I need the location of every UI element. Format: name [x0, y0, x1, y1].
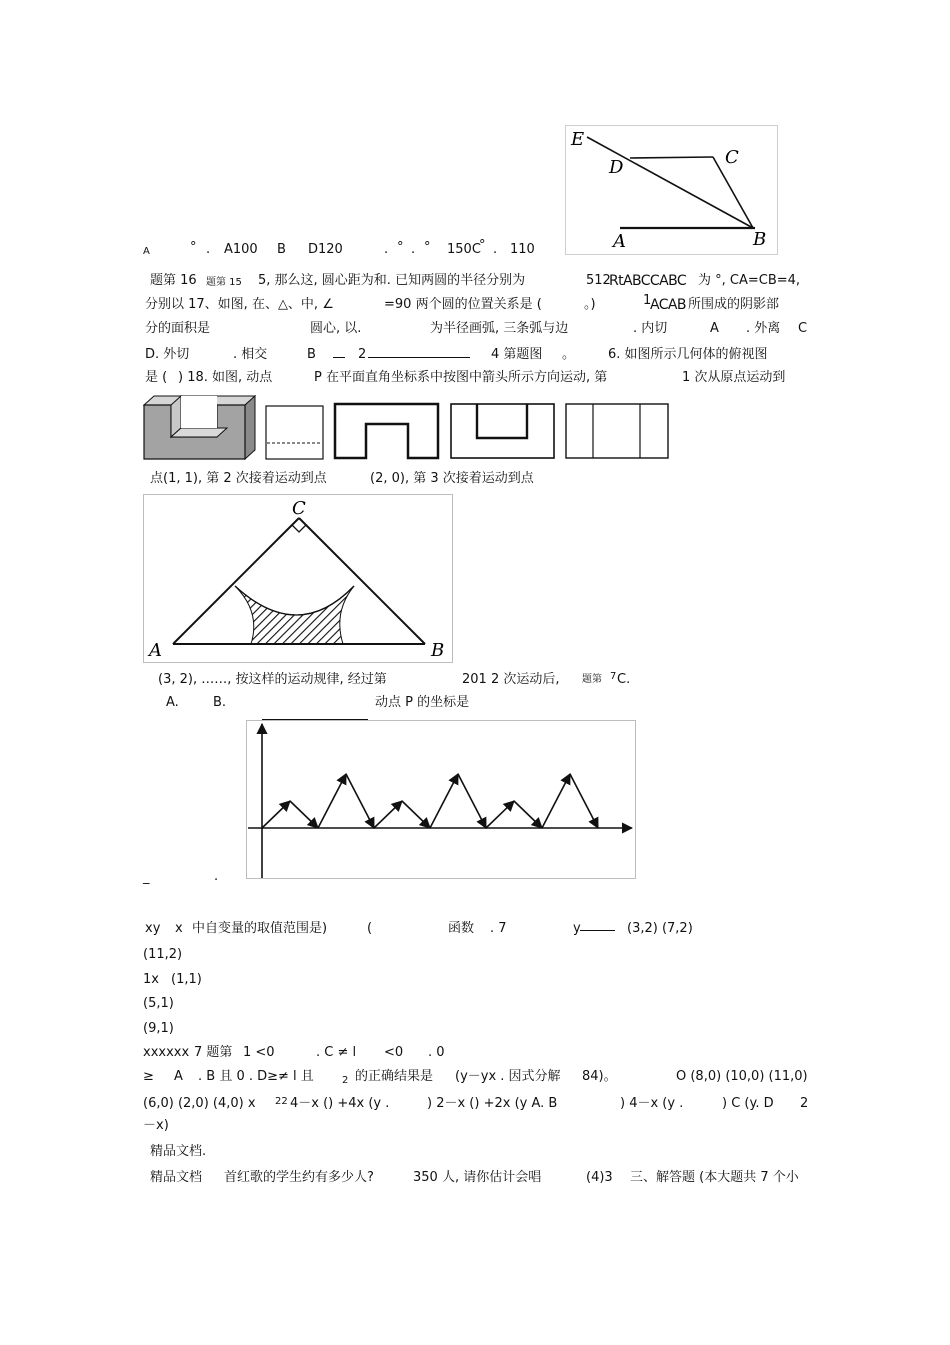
text-fragment: . [214, 869, 219, 884]
figure-frame [247, 721, 636, 879]
figure-movement-path [246, 720, 637, 880]
text-fragment: ACAB [650, 297, 686, 313]
text-fragment: C. [617, 672, 631, 687]
fraction-bar [333, 357, 345, 358]
text-fragment: 150C [447, 242, 481, 257]
text-fragment: . 相交 [233, 347, 268, 362]
text-fragment: ) 2－x () +2x (y A. B [427, 1096, 558, 1111]
path-segment [514, 801, 542, 828]
movement-path [262, 774, 598, 828]
text-fragment: =90 两个圆的位置关系是 ( [384, 297, 542, 312]
text-fragment: (4)3 [586, 1170, 613, 1185]
text-fragment: (1,1) [171, 972, 202, 987]
path-segment [486, 801, 514, 828]
text-fragment: 2 [342, 1075, 349, 1086]
text-fragment: C [798, 321, 808, 336]
text-fragment: . B 且 0 . D≥≠ l 且 [198, 1069, 314, 1084]
path-segment [430, 774, 458, 828]
option-view-d [565, 403, 670, 459]
text-fragment: 7 题第 [194, 1045, 233, 1060]
point-label-c: C [725, 147, 739, 168]
text-line-14: (5,1) [143, 996, 174, 1011]
text-fragment: 动点 P 的坐标是 [375, 695, 470, 710]
text-fragment: D120 [308, 242, 343, 257]
text-fragment: 2 [358, 347, 367, 362]
text-fragment: P 在平面直角坐标系中按图中箭头所示方向运动, 第 [314, 370, 608, 385]
text-fragment: (y－yx . 因式分解 [455, 1069, 561, 1084]
text-fragment: A100 [224, 242, 258, 257]
path-segment [458, 774, 486, 828]
text-fragment: A [710, 321, 719, 336]
text-fragment: 7 [610, 671, 617, 682]
text-fragment: xxxxxx [143, 1045, 190, 1060]
text-fragment: (2, 0), 第 3 次接着运动到点 [370, 471, 534, 486]
path-segment [262, 801, 290, 828]
right-angle-mark [292, 525, 306, 532]
text-fragment: 圆心, 以. [310, 321, 362, 336]
text-fragment: ° [190, 240, 197, 255]
text-fragment: 6. 如图所示几何体的俯视图 [608, 347, 768, 362]
text-fragment: 函数 [448, 921, 475, 936]
text-fragment: 所围成的阴影部 [688, 297, 780, 312]
figure-triangle-edcab [565, 125, 779, 255]
text-fragment: ° [424, 240, 431, 255]
text-fragment: 1 [643, 293, 652, 308]
text-fragment: 分别以 17、如图, 在、△、中, ∠ [145, 297, 334, 312]
text-fragment: 512 [586, 273, 611, 288]
text-fragment: 201 2 次运动后, [462, 672, 560, 687]
text-fragment: 是 ( [145, 370, 168, 385]
text-fragment: A [174, 1069, 183, 1084]
text-fragment: 。) [584, 297, 596, 312]
text-fragment: xy [145, 921, 161, 936]
text-fragment: (6,0) (2,0) (4,0) x [143, 1096, 256, 1111]
text-fragment: . [493, 242, 498, 257]
text-fragment: A [143, 246, 150, 257]
fraction-bar [580, 930, 615, 931]
path-segment [346, 774, 374, 828]
text-fragment: 22 [275, 1096, 288, 1107]
text-fragment: 为半径画弧, 三条弧与边 [430, 321, 569, 336]
text-fragment: B. [213, 695, 227, 710]
text-fragment: x [175, 921, 183, 936]
text-fragment: <0 [384, 1045, 404, 1060]
path-segment [570, 774, 598, 828]
point-label-a: A [149, 640, 162, 661]
option-view-a [265, 405, 325, 461]
text-fragment: ( [367, 921, 373, 936]
figure-triangle-shaded [143, 494, 454, 664]
text-fragment: 题第 15 [206, 277, 242, 288]
text-fragment: . 0 [428, 1045, 445, 1060]
text-fragment: B [307, 347, 316, 362]
text-fragment: ) C (y. D [722, 1096, 774, 1111]
point-label-d: D [609, 157, 624, 178]
text-fragment: 1 <0 [243, 1045, 275, 1060]
text-fragment: 精品文档 [150, 1170, 203, 1185]
path-segment [290, 801, 318, 828]
option-view-b [333, 402, 441, 460]
text-fragment: 1 次从原点运动到 [682, 370, 786, 385]
text-fragment: 三、解答题 (本大题共 7 个小 [630, 1170, 799, 1185]
text-fragment: 。 [562, 347, 576, 362]
text-fragment: RtABCCABC [609, 273, 687, 289]
text-fragment: y [573, 921, 581, 936]
text-fragment: 5, 那么这, 圆心距为和. 已知两圆的半径分别为 [258, 273, 526, 288]
point-label-e: E [571, 129, 585, 150]
path-segment [402, 801, 430, 828]
text-fragment: A. [166, 695, 179, 710]
text-fragment: _ [143, 870, 150, 885]
point-label-b: B [753, 229, 767, 250]
text-fragment: 4－x () +4x (y . [290, 1096, 390, 1111]
option-view-c [449, 402, 557, 460]
text-fragment: ) 18. 如图, 动点 [178, 370, 273, 385]
text-fragment: 首红歌的学生约有多少人? [224, 1170, 374, 1185]
path-segment [542, 774, 570, 828]
text-fragment: . 7 [490, 921, 507, 936]
text-fragment: 350 人, 请你估计会唱 [413, 1170, 542, 1185]
text-fragment: 84)。 [582, 1069, 617, 1084]
text-fragment: ° [479, 238, 486, 253]
text-fragment: . 内切 [633, 321, 668, 336]
text-fragment: 的正确结果是 [355, 1069, 434, 1084]
text-fragment: 分的面积是 [145, 321, 211, 336]
text-fragment: 题第 16 [150, 273, 197, 288]
text-fragment: ) 4－x (y . [620, 1096, 684, 1111]
text-fragment: 2 [800, 1096, 809, 1111]
text-fragment: . C ≠ l [316, 1045, 357, 1060]
text-fragment: 为 °, CA=CB=4, [698, 273, 801, 288]
text-fragment: 题第 [582, 674, 602, 685]
text-fragment: ° [397, 240, 404, 255]
text-fragment: D. 外切 [145, 347, 190, 362]
segment-dc [630, 157, 713, 158]
path-segment [318, 774, 346, 828]
text-fragment: O (8,0) (10,0) (11,0) [676, 1069, 808, 1084]
text-line-20: 精品文档. [150, 1144, 207, 1159]
text-line-15: (9,1) [143, 1021, 174, 1036]
text-line-12: (11,2) [143, 947, 183, 962]
text-fragment: 1x [143, 972, 159, 987]
text-fragment: ≥ [143, 1069, 154, 1084]
point-label-b: B [431, 640, 445, 661]
solid-figure-3d [143, 395, 257, 461]
text-fragment: (3,2) (7,2) [627, 921, 693, 936]
point-label-a: A [613, 231, 626, 252]
text-fragment: 4 第题图 [491, 347, 543, 362]
text-fragment: B [277, 242, 286, 257]
text-fragment: 110 [510, 242, 535, 257]
text-fragment: . [384, 242, 389, 257]
text-line-19: －x) [143, 1118, 169, 1133]
text-fragment: 中自变量的取值范围是) [192, 921, 328, 936]
figure-frame [566, 126, 778, 255]
text-fragment: (3, 2), ……, 按这样的运动规律, 经过第 [158, 672, 387, 687]
answer-blank-line [368, 357, 470, 358]
point-label-c: C [292, 498, 306, 519]
text-fragment: 点(1, 1), 第 2 次接着运动到点 [150, 471, 327, 486]
text-fragment: . 外离 [746, 321, 781, 336]
path-segment [374, 801, 402, 828]
text-fragment: . [411, 242, 416, 257]
text-fragment: . [206, 242, 211, 257]
